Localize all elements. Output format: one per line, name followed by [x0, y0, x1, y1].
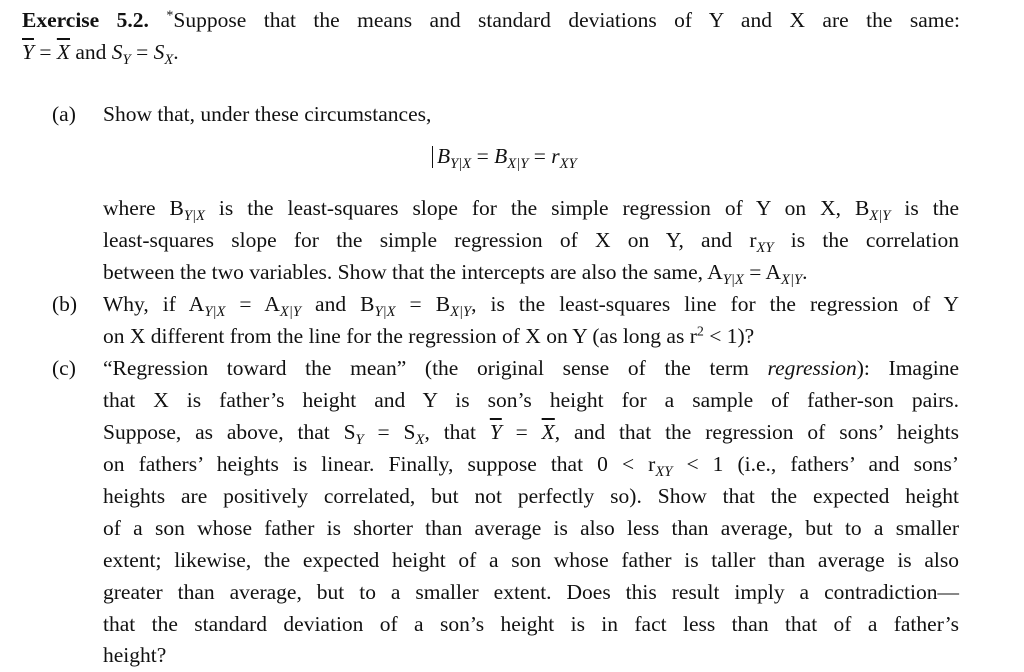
part-c-text-line-8: greater than average, but to a smaller extent. Does this result imply a contradiction— [103, 580, 959, 604]
part-c-text-line-5: heights are positively correlated, but not perfectly so). Show that the expected height [103, 484, 959, 508]
part-c-text-line-6: of a son whose father is shorter than average is also less than average, but to a smaller [103, 516, 959, 540]
part-c-text-line-1: “Regression toward the mean” (the original sense of the term regression): Imagine [103, 356, 959, 380]
part-b-text-line-1: Why, if $A_{Y|X} = A_{X|Y}$ and $B_{Y|X} = B_{X|Y}$, is the least-squares line for the regression of Y [103, 292, 960, 321]
part-b-text-line-2: on X different from the line for the regression of X on Y (as long as $r^2 < 1$)? [103, 324, 755, 348]
exercise-condition-line: $\overline{Y} = \overline{X}$ and $S_Y = S_X$. [22, 40, 179, 69]
part-a-text-line-3: between the two variables. Show that the intercepts are also the same, $A_{Y|X} = A_{X|Y}$. [103, 260, 808, 289]
part-a-label: (a) [52, 102, 76, 126]
term-regression: regression [767, 356, 857, 380]
part-a-text-line-1: where $B_{Y|X}$ is the least-squares slope for the simple regression of Y on X, $B_{X|Y}$ is the [103, 196, 960, 225]
star-marker: * [166, 8, 174, 24]
exercise-heading-line [22, 10, 960, 32]
part-c-text-line-7: extent; likewise, the expected height of a son whose father is taller than average is also [103, 548, 959, 572]
part-a-lead: Show that, under these circumstances, [103, 102, 432, 126]
part-b-label: (b) [52, 292, 78, 316]
part-a-equation: $B_{Y|X} = B_{X|Y} = r_{XY}$ [432, 146, 577, 168]
part-c-text-line-9: that the standard deviation of a son’s height is in fact less than that of a father’s [103, 612, 959, 636]
exercise-label: Exercise 5.2. [22, 8, 149, 32]
part-c-text-line-3: Suppose, as above, that $S_Y = S_X$, that $\overline{Y} = \overline{X}$, and that the regression of sons’ heights [103, 420, 959, 449]
part-c-text-line-4: on fathers’ heights is linear. Finally, suppose that $0 < r_{XY} < 1$ (i.e., fathers’ and sons’ [103, 452, 960, 481]
part-a-text-line-2: least-squares slope for the simple regression of X on Y, and $r_{XY}$ is the correlation [103, 228, 959, 257]
part-c-text-line-2: that X is father’s height and Y is son’s height for a sample of father-son pairs. [103, 388, 959, 412]
exercise-intro-text: Suppose that the means and standard deviations of Y and X are the same: [173, 8, 961, 32]
part-c-label: (c) [52, 356, 76, 380]
part-c-text-line-10: height? [103, 643, 167, 667]
